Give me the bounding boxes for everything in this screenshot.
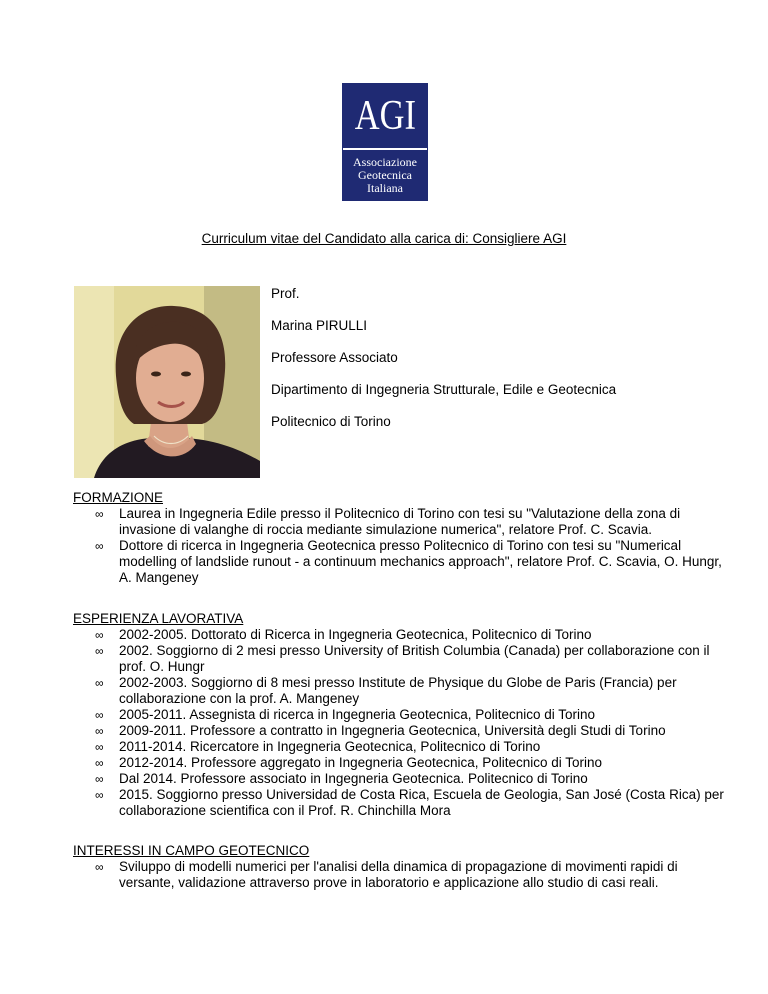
section-title: ESPERIENZA LAVORATIVA bbox=[73, 611, 244, 626]
candidate-title: Prof. bbox=[271, 286, 300, 301]
logo-name-area bbox=[343, 148, 427, 200]
bullet-icon: ∞ bbox=[95, 539, 104, 553]
list-item-text: 2002-2005. Dottorato di Ricerca in Ingegneria Geotecnica, Politecnico di Torino bbox=[119, 627, 592, 642]
logo-line-1: Associazione bbox=[353, 155, 417, 169]
bullet-icon: ∞ bbox=[95, 860, 104, 874]
list-item bbox=[73, 755, 731, 771]
section-formazione bbox=[73, 490, 731, 586]
heading-text: Curriculum vitae del Candidato alla carica di: Consigliere AGI bbox=[201, 231, 567, 246]
bullet-icon: ∞ bbox=[95, 724, 104, 738]
list-item bbox=[73, 627, 731, 643]
list-item bbox=[73, 739, 731, 755]
document-heading bbox=[0, 231, 768, 246]
section-title: INTERESSI IN CAMPO GEOTECNICO bbox=[73, 843, 310, 858]
list-item-text: 2011-2014. Ricercatore in Ingegneria Geotecnica, Politecnico di Torino bbox=[119, 739, 541, 754]
list-item bbox=[73, 506, 731, 538]
candidate-department: Dipartimento di Ingegneria Strutturale, Edile e Geotecnica bbox=[271, 382, 617, 397]
logo-acronym-area bbox=[343, 84, 427, 148]
candidate-photo bbox=[74, 286, 260, 478]
candidate-info bbox=[271, 286, 616, 446]
list-item-text: 2002. Soggiorno di 2 mesi presso University of British Columbia (Canada) per collaborazione con il prof. O. Hungr bbox=[119, 643, 710, 674]
logo-acronym: AGI bbox=[354, 93, 416, 139]
list-item bbox=[73, 675, 731, 707]
bullet-icon: ∞ bbox=[95, 772, 104, 786]
bullet-icon: ∞ bbox=[95, 788, 104, 802]
list-item bbox=[73, 707, 731, 723]
list-item-text: Laurea in Ingegneria Edile presso il Politecnico di Torino con tesi su "Valutazione della zona di invasione di valanghe di roccia mediante simulazione numerica", relatore Prof. C. Scavia. bbox=[119, 506, 681, 537]
section-title: FORMAZIONE bbox=[73, 490, 163, 505]
list-item-text: 2005-2011. Assegnista di ricerca in Ingegneria Geotecnica, Politecnico di Torino bbox=[119, 707, 596, 722]
list-item bbox=[73, 538, 731, 586]
bullet-icon: ∞ bbox=[95, 676, 104, 690]
list-item bbox=[73, 859, 731, 891]
bullet-icon: ∞ bbox=[95, 756, 104, 770]
logo-line-2: Geotecnica bbox=[358, 168, 412, 182]
list-item-text: Sviluppo di modelli numerici per l'analisi della dinamica di propagazione di movimenti rapidi di versante, validazione attraverso prove in laboratorio e applicazione allo studio di casi reali. bbox=[119, 859, 678, 890]
formazione-list bbox=[73, 506, 731, 586]
logo-line-3: Italiana bbox=[367, 181, 403, 195]
candidate-institution: Politecnico di Torino bbox=[271, 414, 391, 429]
list-item-text: Dottore di ricerca in Ingegneria Geotecnica presso Politecnico di Torino con tesi su "Numerical modelling of landslide runout - a continuum mechanics approach", relatore Prof. C. Scavia, O. Hungr, A. Mangeney bbox=[119, 538, 722, 585]
bullet-icon: ∞ bbox=[95, 507, 104, 521]
list-item bbox=[73, 723, 731, 739]
bullet-icon: ∞ bbox=[95, 740, 104, 754]
list-item bbox=[73, 643, 731, 675]
bullet-icon: ∞ bbox=[95, 644, 104, 658]
candidate-role: Professore Associato bbox=[271, 350, 398, 365]
section-esperienza bbox=[73, 611, 731, 819]
bullet-icon: ∞ bbox=[95, 628, 104, 642]
candidate-name: Marina PIRULLI bbox=[271, 318, 368, 333]
list-item bbox=[73, 771, 731, 787]
interessi-list bbox=[73, 859, 731, 891]
agi-logo bbox=[342, 83, 428, 201]
bullet-icon: ∞ bbox=[95, 708, 104, 722]
section-interessi bbox=[73, 843, 731, 891]
list-item-text: 2015. Soggiorno presso Universidad de Costa Rica, Escuela de Geologia, San José (Costa Rica) per collaborazione scientifica con il Prof. R. Chinchilla Mora bbox=[119, 787, 724, 818]
list-item-text: 2002-2003. Soggiorno di 8 mesi presso Institute de Physique du Globe de Paris (Francia) per collaborazione con la prof. A. Mangeney bbox=[119, 675, 677, 706]
list-item bbox=[73, 787, 731, 819]
esperienza-list bbox=[73, 627, 731, 819]
portrait-illustration bbox=[74, 286, 260, 478]
list-item-text: 2009-2011. Professore a contratto in Ingegneria Geotecnica, Università degli Studi di Torino bbox=[119, 723, 666, 738]
list-item-text: 2012-2014. Professore aggregato in Ingegneria Geotecnica, Politecnico di Torino bbox=[119, 755, 603, 770]
list-item-text: Dal 2014. Professore associato in Ingegneria Geotecnica. Politecnico di Torino bbox=[119, 771, 588, 786]
